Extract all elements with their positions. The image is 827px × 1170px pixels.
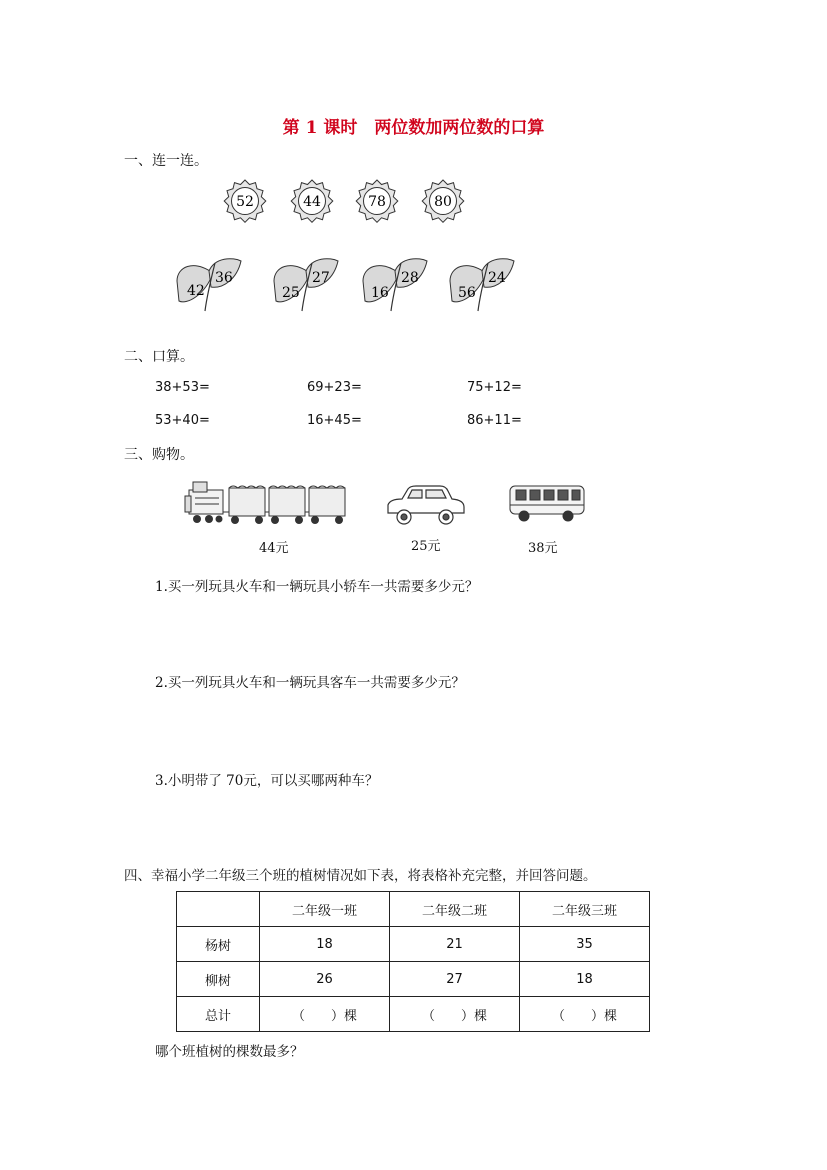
table-cell: 18 xyxy=(260,927,390,962)
calc-1-3: 75+12= xyxy=(467,380,522,395)
section-3-heading: 三、购物。 xyxy=(124,447,194,463)
question-3: 3.小明带了 70元，可以买哪两种车？ xyxy=(155,773,379,789)
table-cell: 27 xyxy=(390,962,520,997)
table-cell: 21 xyxy=(390,927,520,962)
section-4-heading: 四、幸福小学二年级三个班的植树情况如下表，将表格补充完整，并回答问题。 xyxy=(124,868,597,884)
leaf-3-right-label: 28 xyxy=(401,270,419,286)
matching-figure xyxy=(0,170,827,320)
leaf-pair-3[interactable] xyxy=(363,259,427,311)
table-row-label: 总计 xyxy=(177,997,260,1032)
flower-2[interactable] xyxy=(291,180,333,222)
leaf-1-left-label: 42 xyxy=(187,283,205,299)
leaf-pair-1[interactable] xyxy=(177,259,241,311)
toy-train-icon xyxy=(183,478,353,528)
table-row-label: 柳树 xyxy=(177,962,260,997)
calc-1-2: 69+23= xyxy=(307,380,362,395)
table-header-cell xyxy=(177,892,260,927)
question-1: 1.买一列玩具火车和一辆玩具小轿车一共需要多少元？ xyxy=(155,579,479,595)
table-cell: 18 xyxy=(520,962,650,997)
table-row xyxy=(177,997,650,1032)
flower-2-label: 44 xyxy=(303,194,321,210)
flower-3-label: 78 xyxy=(368,194,386,210)
table-row xyxy=(177,927,650,962)
calc-2-2: 16+45= xyxy=(307,413,362,428)
flower-4[interactable] xyxy=(422,180,464,222)
table-header-cell: 二年级三班 xyxy=(520,892,650,927)
leaf-2-left-label: 25 xyxy=(282,285,300,301)
leaf-2-right-label: 27 xyxy=(312,270,330,286)
question-2: 2.买一列玩具火车和一辆玩具客车一共需要多少元？ xyxy=(155,675,465,691)
total-answer-cell[interactable]: （ ）棵 xyxy=(260,997,390,1032)
total-answer-cell[interactable]: （ ）棵 xyxy=(390,997,520,1032)
toy-bus-icon xyxy=(506,483,588,525)
train-price: 44元 xyxy=(259,541,289,556)
table-header-row xyxy=(177,892,650,927)
table-cell: 35 xyxy=(520,927,650,962)
table-cell: 26 xyxy=(260,962,390,997)
table-question: 哪个班植树的棵数最多？ xyxy=(155,1044,304,1060)
table-header-cell: 二年级一班 xyxy=(260,892,390,927)
section-2-heading: 二、口算。 xyxy=(124,349,194,365)
table-header-cell: 二年级二班 xyxy=(390,892,520,927)
tree-table xyxy=(176,891,650,1032)
page-title: 第 1 课时 两位数加两位数的口算 xyxy=(282,118,545,138)
flower-1-label: 52 xyxy=(236,194,254,210)
calc-2-3: 86+11= xyxy=(467,413,522,428)
leaf-pair-2[interactable] xyxy=(274,259,338,311)
flower-4-label: 80 xyxy=(434,194,452,210)
flower-1[interactable] xyxy=(224,180,266,222)
leaf-4-right-label: 24 xyxy=(488,270,506,286)
table-row xyxy=(177,962,650,997)
bus-price: 38元 xyxy=(528,541,558,556)
leaf-pair-4[interactable] xyxy=(450,259,514,311)
leaf-4-left-label: 56 xyxy=(458,285,476,301)
leaf-3-left-label: 16 xyxy=(371,285,389,301)
calc-1-1: 38+53= xyxy=(155,380,210,395)
calc-2-1: 53+40= xyxy=(155,413,210,428)
car-price: 25元 xyxy=(411,539,441,554)
toy-car-icon xyxy=(384,483,468,529)
section-1-heading: 一、连一连。 xyxy=(124,153,208,169)
flower-3[interactable] xyxy=(356,180,398,222)
table-row-label: 杨树 xyxy=(177,927,260,962)
total-answer-cell[interactable]: （ ）棵 xyxy=(520,997,650,1032)
leaf-1-right-label: 36 xyxy=(215,270,233,286)
